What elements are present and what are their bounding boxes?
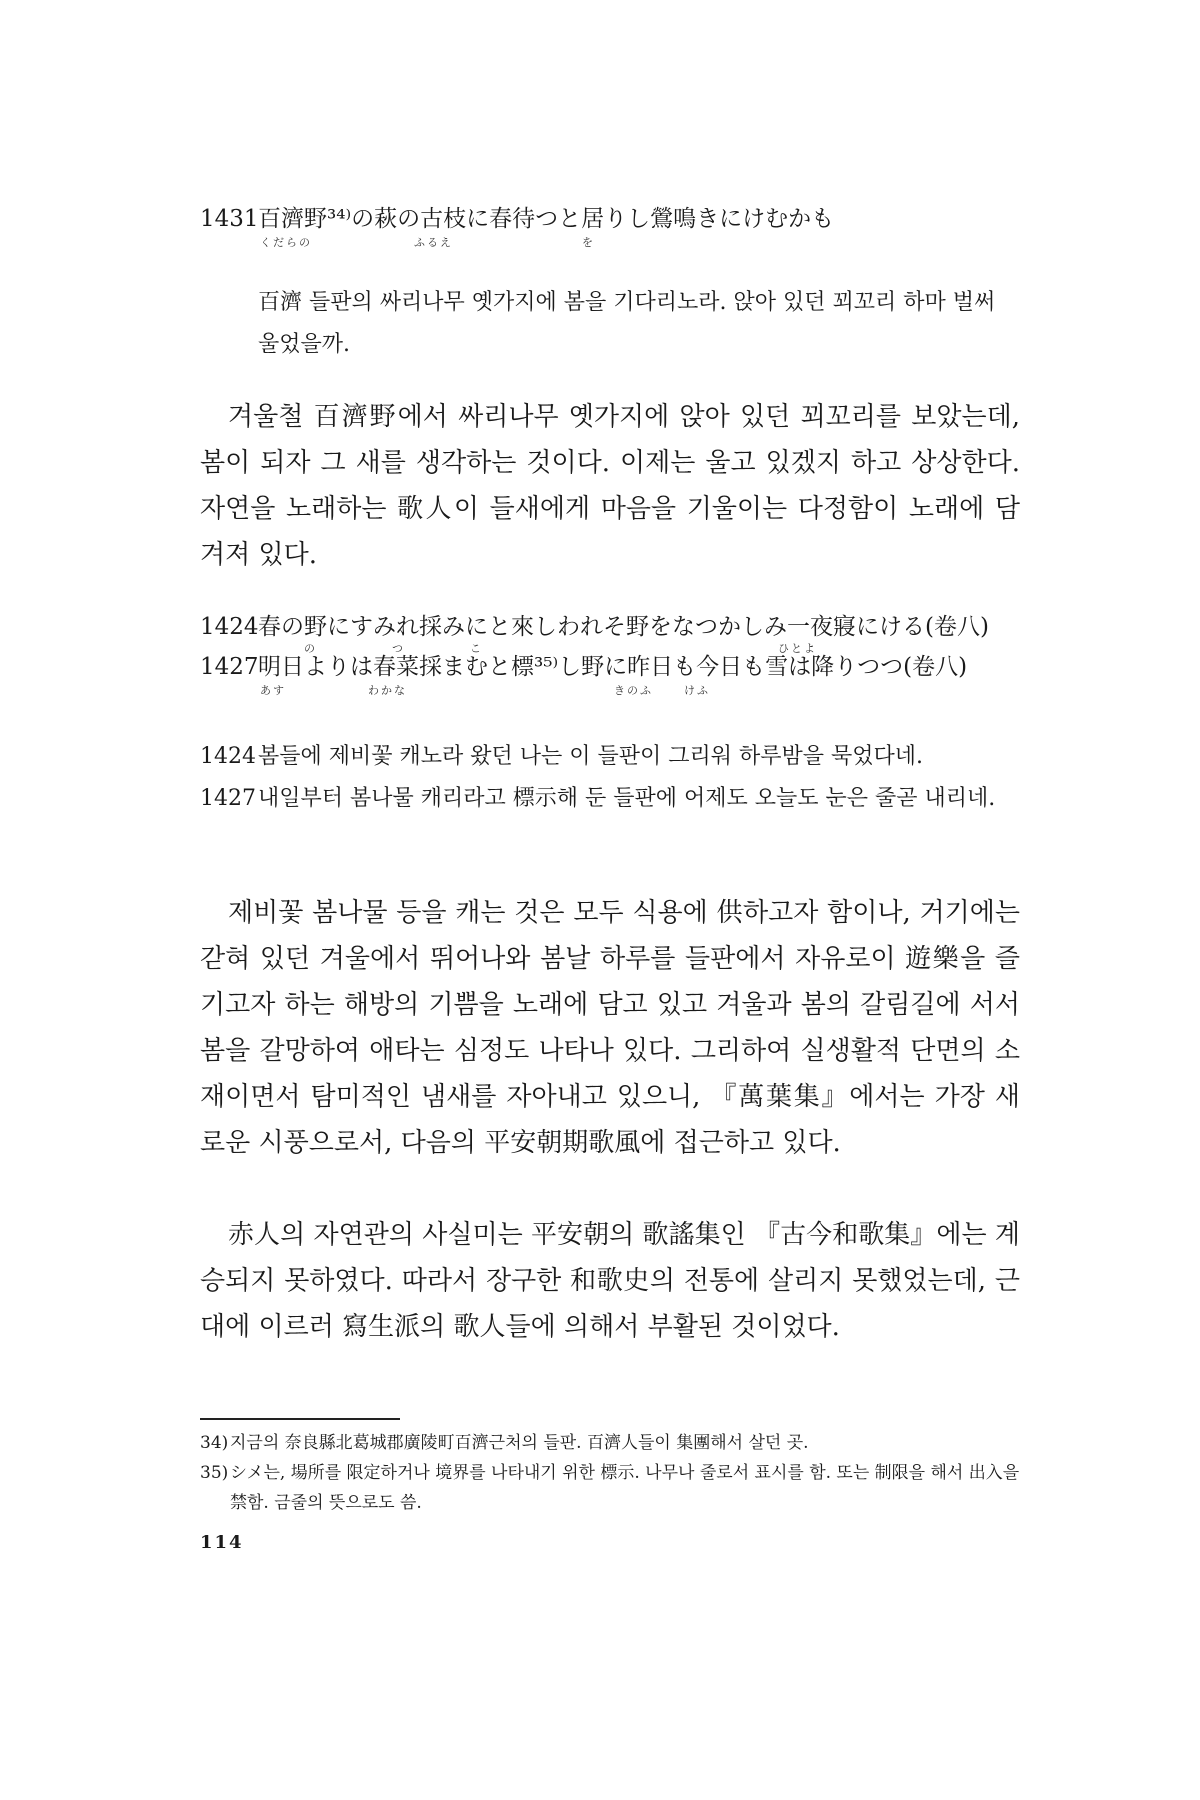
footnote-rule bbox=[200, 1418, 400, 1420]
ruby-no: の bbox=[304, 642, 317, 655]
ruby-kinofu: きのふ bbox=[614, 684, 653, 697]
translation-number: 1427 bbox=[200, 786, 256, 811]
page-number: 114 bbox=[200, 1532, 244, 1553]
ruby-hitoyo: ひとよ bbox=[778, 642, 817, 655]
poem-number: 1431 bbox=[200, 206, 259, 232]
footnote-number: 35) bbox=[200, 1463, 229, 1483]
footnote-text: シメ는, 場所를 限定하거나 境界를 나타내기 위한 標示. 나무나 줄로서 표시를 함. 또는 制限을 해서 出入을 禁함. 금줄의 뜻으로도 씀. bbox=[230, 1463, 1020, 1513]
ruby-ko: こ bbox=[470, 642, 483, 655]
poem-1427 bbox=[200, 652, 1020, 682]
poem-1431 bbox=[200, 204, 1020, 234]
poem-1424 bbox=[200, 612, 1020, 642]
footnote-number: 34) bbox=[200, 1433, 229, 1453]
translation-1431: 百濟 들판의 싸리나무 옛가지에 봄을 기다리노라. 앉아 있던 꾀꼬리 하마 벌써 울었을까. bbox=[258, 290, 996, 357]
translation-number: 1424 bbox=[200, 744, 256, 769]
commentary-paragraph-2: 제비꽃 봄나물 등을 캐는 것은 모두 식용에 供하고자 함이나, 거기에는 갇혀 있던 겨울에서 뛰어나와 봄날 하루를 들판에서 자유로이 遊樂을 즐기고자 하는 해방의 기쁨을 노래에 담고 있고 겨울과 봄의 갈림길에 서서 봄을 갈망하여 애타는 심정도 나타나 있다. 그리하여 실생활적 단면의 소재이면서 탐미적인 냄새를 자아내고 있으니, 『萬葉集』에서는 가장 새로운 시풍으로서, 다음의 平安朝期歌風에 접근하고 있다. bbox=[200, 898, 1020, 1158]
poem-number: 1427 bbox=[200, 654, 259, 680]
ruby-kudara: くだらの bbox=[260, 236, 312, 249]
translation-row bbox=[200, 736, 1020, 778]
poem-text: 春の野にすみれ採みにと來しわれそ野をなつかしみ一夜寢にける(卷八) bbox=[258, 614, 989, 640]
ruby-tsu: つ bbox=[392, 642, 405, 655]
poem-text: 百濟野³⁴⁾の萩の古枝に春待つと居りし鶯鳴きにけむかも bbox=[258, 206, 835, 232]
translation-row bbox=[200, 778, 1020, 820]
ruby-furue: ふるえ bbox=[414, 236, 453, 249]
poem-number: 1424 bbox=[200, 614, 259, 640]
footnotes bbox=[200, 1428, 1020, 1518]
ruby-asu: あす bbox=[260, 684, 286, 697]
commentary-paragraph-1: 겨울철 百濟野에서 싸리나무 옛가지에 앉아 있던 꾀꼬리를 보았는데, 봄이 되자 그 새를 생각하는 것이다. 이제는 울고 있겠지 하고 상상한다. 자연을 노래하는 歌人이 들새에게 마음을 기울이는 다정함이 노래에 담겨져 있다. bbox=[200, 402, 1020, 570]
translation-text: 봄들에 제비꽃 캐노라 왔던 나는 이 들판이 그리워 하루밤을 묵었다네. bbox=[258, 744, 923, 769]
commentary-paragraph-3: 赤人의 자연관의 사실미는 平安朝의 歌謠集인 『古今和歌集』에는 계승되지 못하였다. 따라서 장구한 和歌史의 전통에 살리지 못했었는데, 근대에 이르러 寫生派의 歌人들에 의해서 부활된 것이었다. bbox=[200, 1220, 1020, 1342]
footnote-35 bbox=[200, 1458, 1020, 1518]
ruby-wakana: わかな bbox=[368, 684, 407, 697]
poem-text: 明日よりは春菜採まむと標³⁵⁾し野に昨日も今日も雪は降りつつ(卷八) bbox=[258, 654, 968, 680]
translation-text: 내일부터 봄나물 캐리라고 標示해 둔 들판에 어제도 오늘도 눈은 줄곧 내리네. bbox=[258, 786, 996, 811]
footnote-text: 지금의 奈良縣北葛城郡廣陵町百濟근처의 들판. 百濟人들이 集團해서 살던 곳. bbox=[230, 1433, 809, 1453]
footnote-34 bbox=[200, 1428, 1020, 1458]
translations-list bbox=[200, 736, 1020, 820]
ruby-wo: を bbox=[582, 236, 595, 249]
ruby-kefu: けふ bbox=[684, 684, 710, 697]
